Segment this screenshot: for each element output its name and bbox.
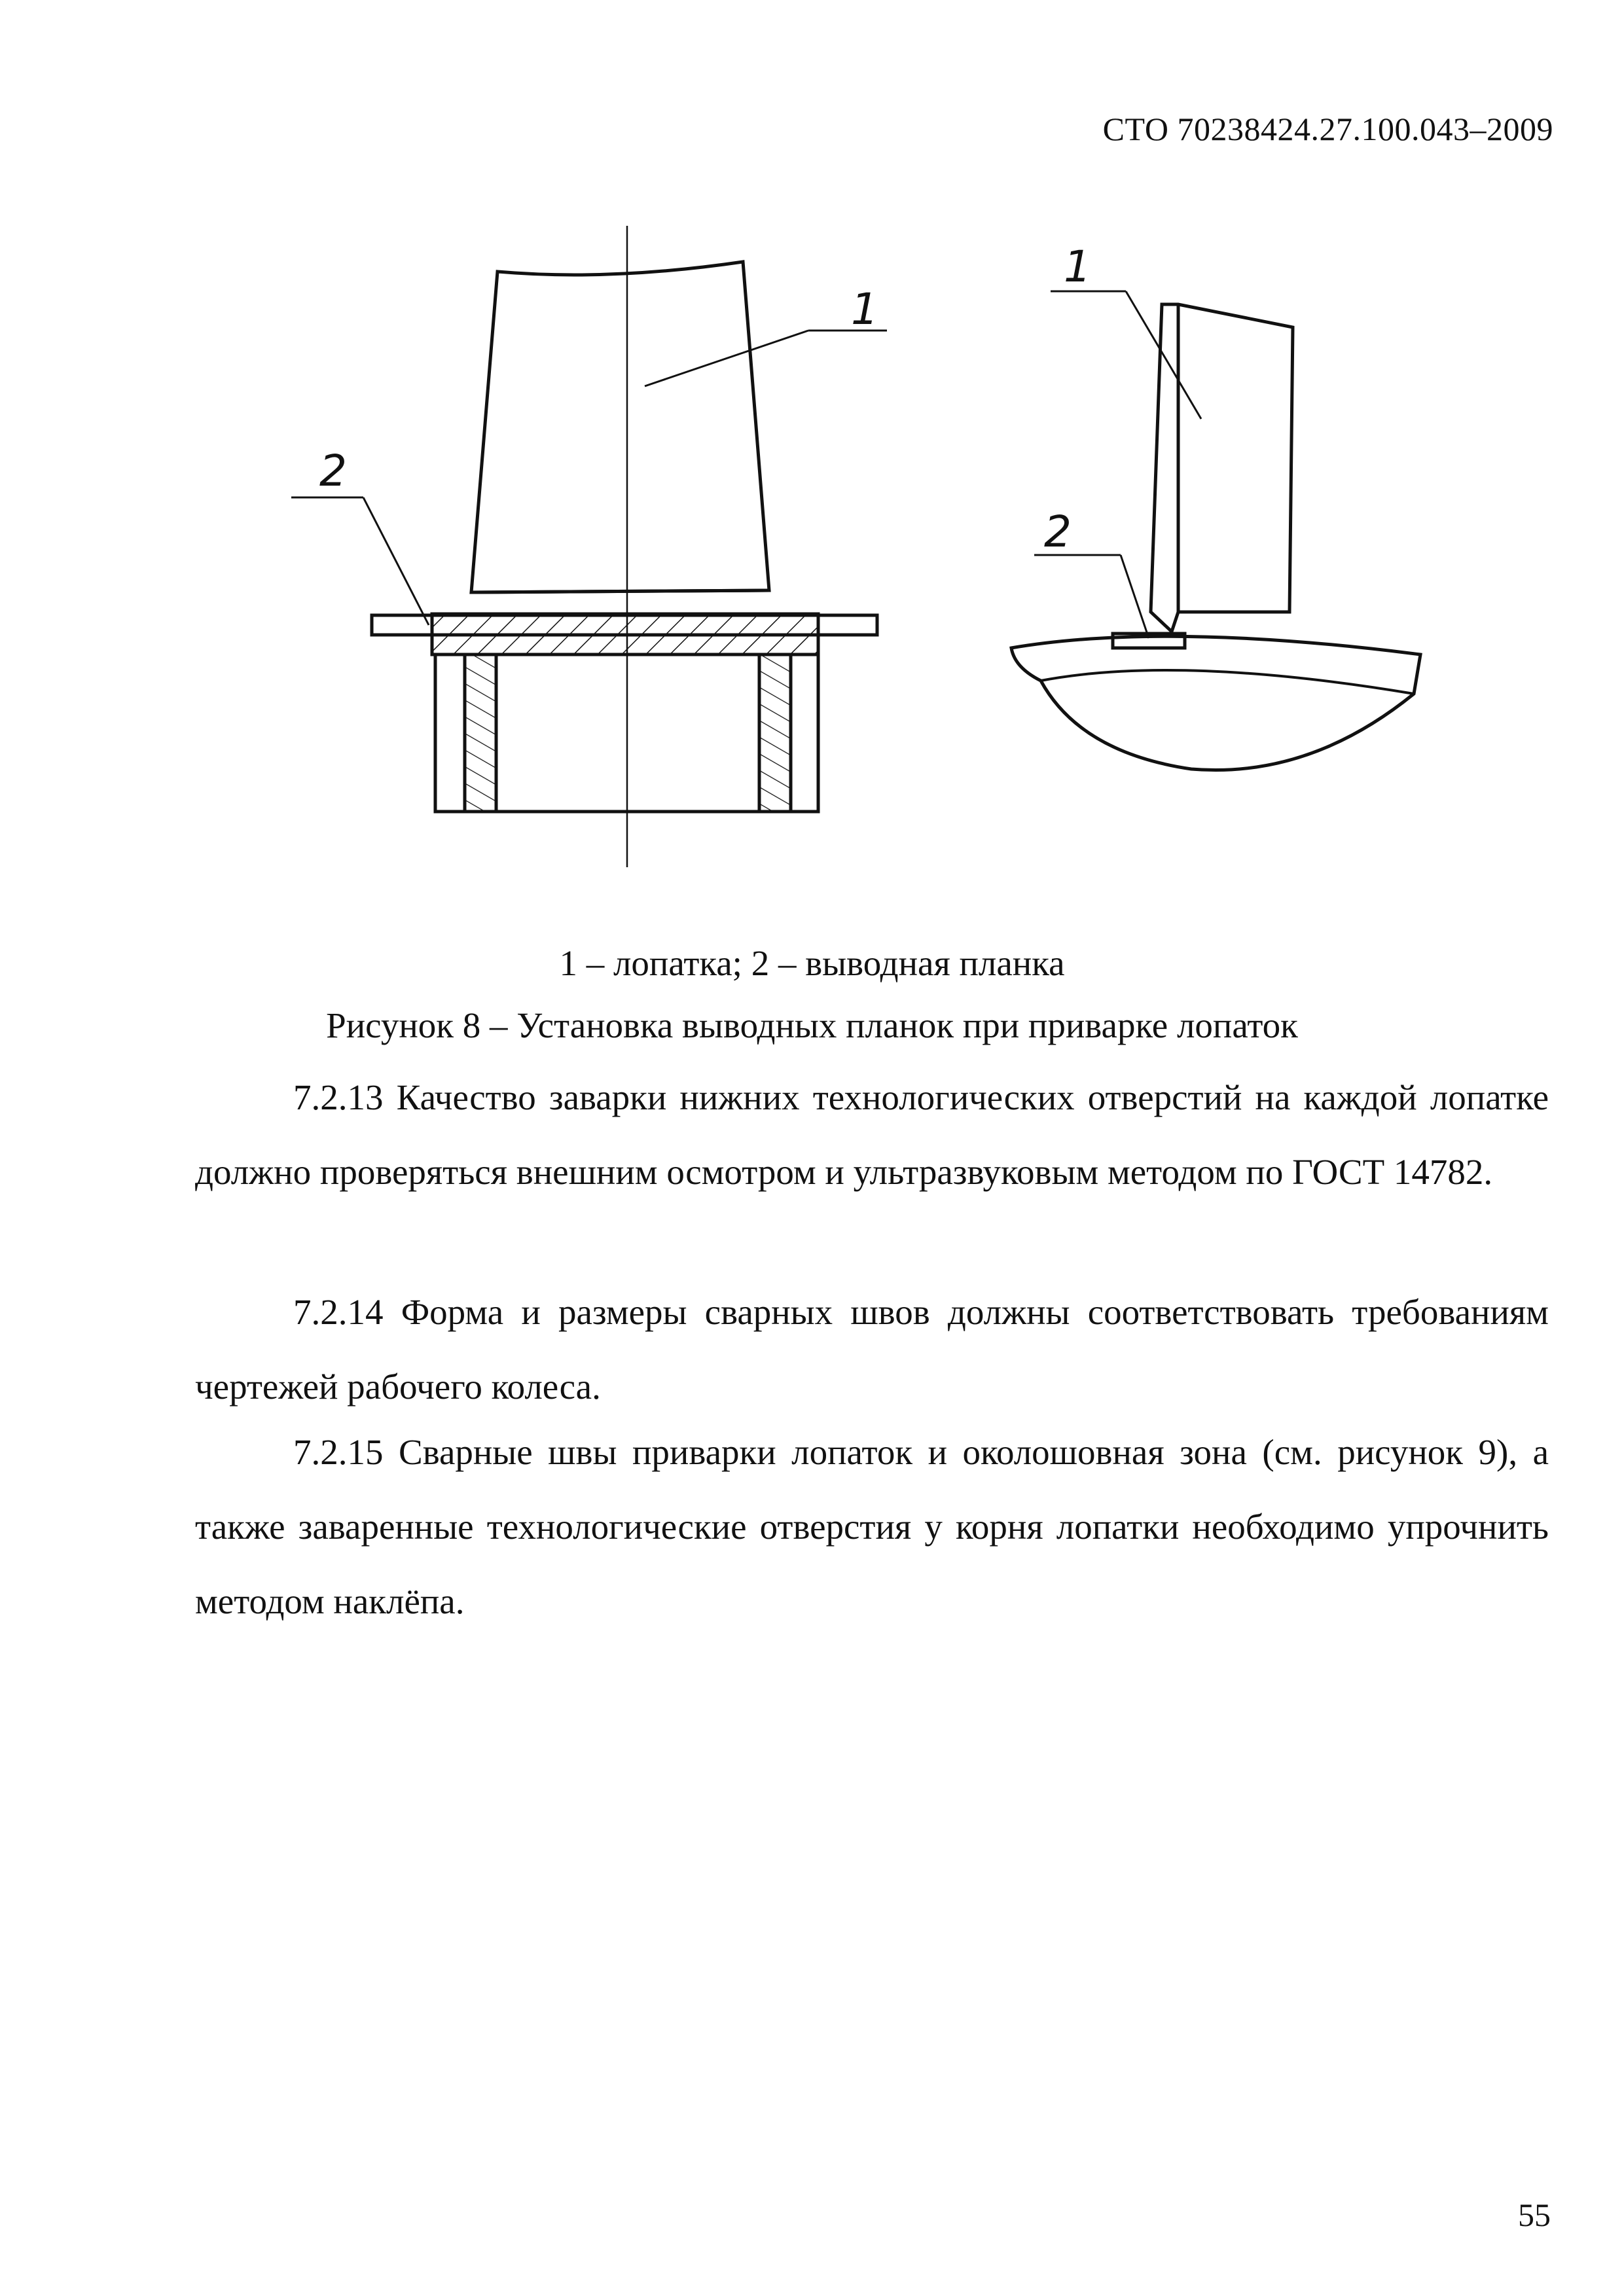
blade-body <box>471 262 769 592</box>
technical-drawing <box>275 216 1519 903</box>
label-2-left: 2 <box>319 446 347 496</box>
label-1-left: 1 <box>851 284 878 334</box>
left-wall-hatched <box>465 655 496 812</box>
paragraph-7-2-14: 7.2.14 Форма и размеры сварных швов должны соответствовать требованиям чертежей рабочего колеса. <box>195 1292 1549 1407</box>
right-wall-hatched <box>759 655 791 812</box>
blade-side <box>1151 304 1293 632</box>
figure-caption: Рисунок 8 – Установка выводных планок при приварке лопаток <box>326 1005 1298 1045</box>
left-view <box>291 226 887 867</box>
weld-root-hatched <box>432 614 818 655</box>
page-number: 55 <box>1518 2197 1551 2233</box>
label-1-right: 1 <box>1064 242 1091 292</box>
paragraph-7-2-13: 7.2.13 Качество заварки нижних технологических отверстий на каждой лопатке должно проверяться внешним осмотром и ультразвуковым методом по ГОСТ 14782. <box>195 1077 1549 1192</box>
document-code: СТО 70238424.27.100.043–2009 <box>1102 111 1553 147</box>
label-2-right: 2 <box>1044 507 1072 557</box>
leader-line-1 <box>645 331 808 386</box>
paragraph-7-2-15: 7.2.15 Сварные швы приварки лопаток и околошовная зона (см. рисунок 9), а также заваренные технологические отверстия у корня лопатки необходимо упрочнить методом наклёпа. <box>195 1432 1549 1621</box>
rotor-disk <box>1011 636 1420 770</box>
figure-drawing <box>275 216 1519 903</box>
figure-legend: 1 – лопатка; 2 – выводная планка <box>559 943 1065 983</box>
right-view <box>1011 291 1420 770</box>
